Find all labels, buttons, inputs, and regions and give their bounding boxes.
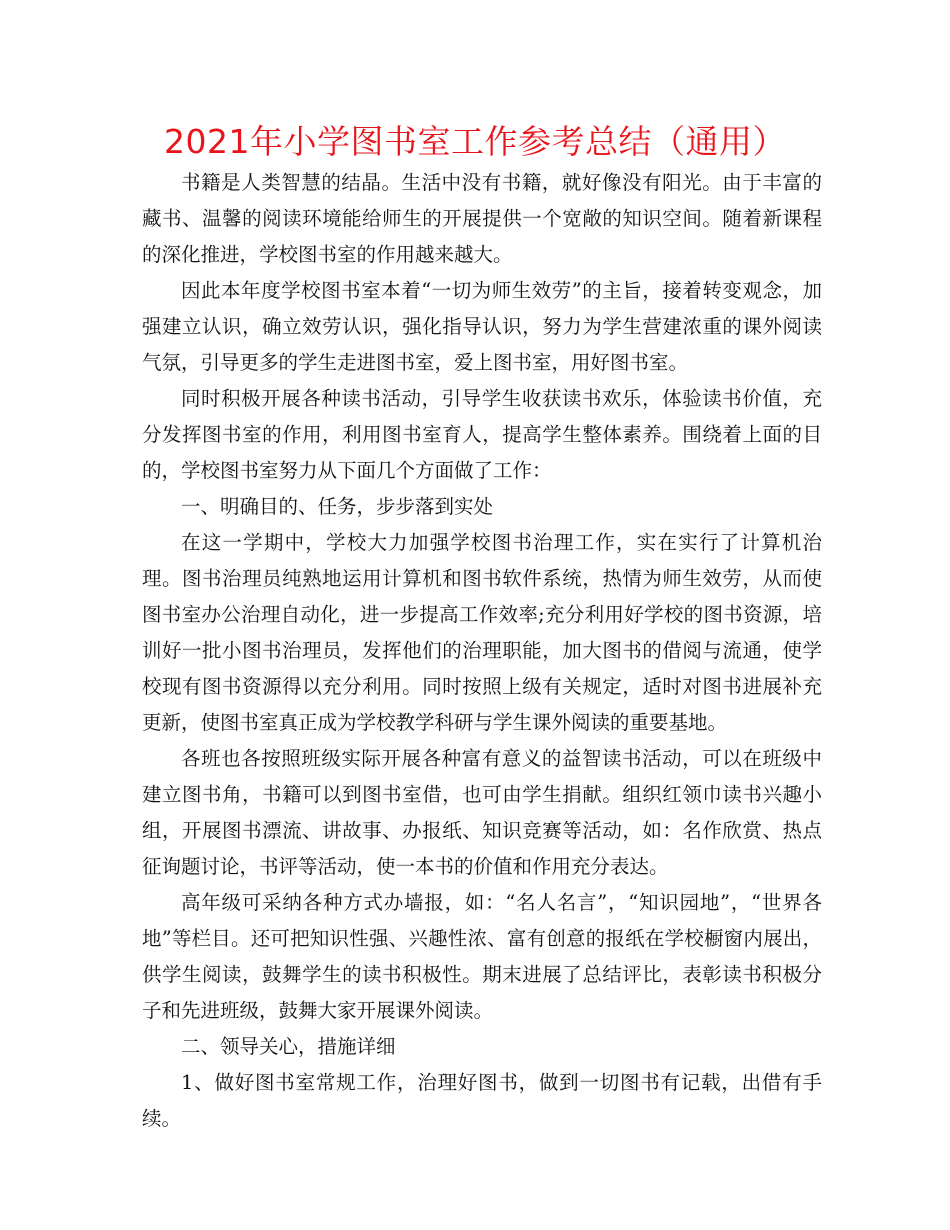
document-body [142, 165, 822, 1137]
paragraph-class-activities: 各班也各按照班级实际开展各种富有意义的益智读书活动，可以在班级中建立图书角，书籍可以到图书室借，也可由学生捐献。组织红领巾读书兴趣小组，开展图书漂流、讲故事、办报纸、知识竞赛等活动，如：名作欣赏、热点征询题讨论，书评等活动，使一本书的价值和作用充分表达。 [142, 747, 822, 878]
section-heading-1: 一、明确目的、任务，步步落到实处 [181, 495, 494, 518]
paragraph-wall-newspaper: 高年级可采纳各种方式办墙报，如：“名人名言”，“知识园地”，“世界各地”等栏目。还可把知识性强、兴趣性浓、富有创意的报纸在学校橱窗内展出，供学生阅读，鼓舞学生的读书积极性。期末进展了总结评比，表彰读书积极分子和先进班级，鼓舞大家开展课外阅读。 [142, 891, 822, 1022]
paragraph-intro: 书籍是人类智慧的结晶。生活中没有书籍，就好像没有阳光。由于丰富的藏书、温馨的阅读环境能给师生的开展提供一个宽敞的知识空间。随着新课程的深化推进，学校图书室的作用越来越大。 [142, 171, 822, 266]
paragraph-purpose: 因此本年度学校图书室本着“一切为师生效劳”的主旨，接着转变观念，加强建立认识，确立效劳认识，强化指导认识，努力为学生营建浓重的课外阅读气氛，引导更多的学生走进图书室，爱上图书室，用好图书室。 [142, 279, 822, 374]
paragraph-activities: 同时积极开展各种读书活动，引导学生收获读书欢乐，体验读书价值，充分发挥图书室的作用，利用图书室育人，提高学生整体素养。围绕着上面的目的，学校图书室努力从下面几个方面做了工作： [142, 387, 822, 482]
paragraph-routine-work: 1、做好图书室常规工作，治理好图书，做到一切图书有记载，出借有手续。 [142, 1071, 822, 1130]
paragraph-management: 在这一学期中，学校大力加强学校图书治理工作，实在实行了计算机治理。图书治理员纯熟地运用计算机和图书软件系统，热情为师生效劳，从而使图书室办公治理自动化，进一步提高工作效率;充分利用好学校的图书资源，培训好一批小图书治理员，发挥他们的治理职能，加大图书的借阅与流通，使学校现有图书资源得以充分利用。同时按照上级有关规定，适时对图书进展补充更新，使图书室真正成为学校教学科研与学生课外阅读的重要基地。 [142, 531, 822, 734]
section-heading-2: 二、领导关心，措施详细 [181, 1035, 396, 1058]
document-title: 2021年小学图书室工作参考总结（通用） [164, 122, 786, 161]
